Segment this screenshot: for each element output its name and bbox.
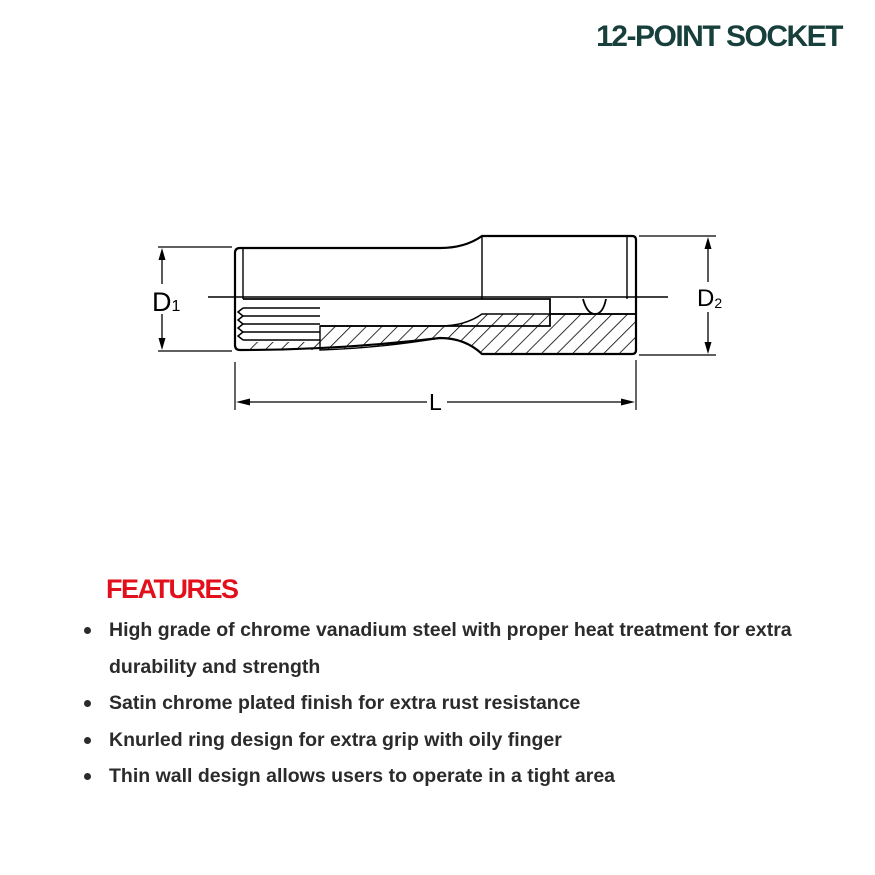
feature-item <box>82 758 842 795</box>
d1-label: D1 <box>152 287 181 317</box>
features-heading: FEATURES <box>106 574 238 604</box>
feature-text: Knurled ring design for extra grip with oily finger <box>109 728 562 751</box>
bullet-icon <box>84 627 91 634</box>
feature-item <box>82 722 842 759</box>
page-title: 12-POINT SOCKET <box>596 20 842 53</box>
bullet-icon <box>84 773 91 780</box>
feature-item <box>82 612 842 685</box>
feature-item <box>82 685 842 722</box>
socket-diagram <box>140 210 740 425</box>
d2-label: D2 <box>697 285 723 312</box>
feature-text: Satin chrome plated finish for extra rust resistance <box>109 692 581 714</box>
feature-text: Thin wall design allows users to operate in a tight area <box>109 765 616 787</box>
bullet-icon <box>84 737 91 744</box>
features-list <box>82 612 842 795</box>
l-label: L <box>429 389 442 415</box>
hatched-section <box>320 314 636 354</box>
feature-text: High grade of chrome vanadium steel with proper heat treatment for extra durability and strength <box>109 619 792 678</box>
bullet-icon <box>84 700 91 707</box>
